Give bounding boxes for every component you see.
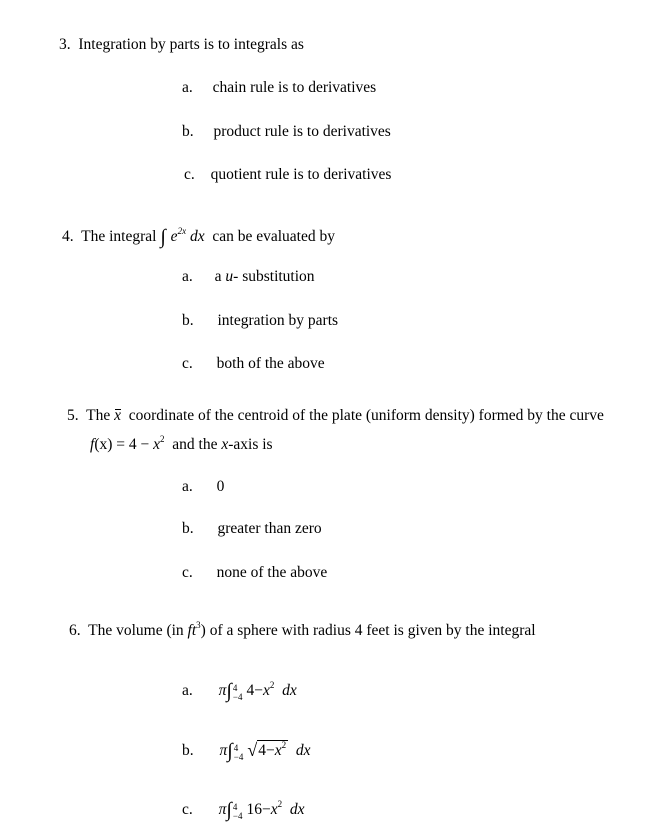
- option-text: quotient rule is to derivatives: [210, 166, 392, 183]
- option-letter: b.: [182, 520, 194, 537]
- option-letter: b.: [182, 123, 194, 140]
- question-5-stem-line1: 5. The x coordinate of the centroid of the plate (uniform density) formed by the curve: [67, 407, 604, 424]
- question-text: Integration by parts is to integrals as: [78, 36, 304, 53]
- question-number: 3.: [59, 36, 71, 53]
- question-number: 4.: [62, 228, 74, 245]
- option-letter: b.: [182, 312, 194, 329]
- question-text-end: can be evaluated by: [212, 228, 335, 245]
- option-letter: a.: [182, 682, 193, 699]
- integrand: e: [170, 228, 178, 245]
- option-3b[interactable]: [182, 124, 391, 140]
- option-math: π∫ 4 −4 $16-x^2$ dx: [218, 799, 305, 822]
- differential: dx: [189, 228, 205, 245]
- option-6a[interactable]: [182, 679, 297, 703]
- option-4c[interactable]: [182, 356, 325, 372]
- option-6c[interactable]: [182, 798, 305, 822]
- exponent: 2x: [177, 226, 187, 236]
- integral-sign: ∫: [227, 740, 233, 762]
- integral-sign: ∫: [226, 680, 232, 702]
- option-text: none of the above: [216, 564, 328, 581]
- option-6b[interactable]: [182, 739, 311, 763]
- option-letter: c.: [182, 564, 193, 581]
- function-name: f: [90, 436, 95, 453]
- question-number: 5.: [67, 407, 79, 424]
- option-letter: c.: [182, 355, 193, 372]
- option-text: integration by parts: [217, 312, 339, 329]
- option-5b[interactable]: [182, 521, 322, 537]
- question-3-stem: [59, 37, 304, 53]
- option-text: greater than zero: [217, 520, 322, 537]
- option-letter: a.: [182, 79, 193, 96]
- option-4a[interactable]: [182, 269, 315, 285]
- question-number: 6.: [69, 622, 81, 639]
- option-4b[interactable]: [182, 313, 338, 329]
- x-bar-symbol: x: [114, 407, 121, 424]
- option-3a[interactable]: [182, 80, 376, 96]
- option-text: 0: [216, 478, 225, 495]
- question-6-stem: 6. The volume (in $ft^3$) of a sphere with radius 4 feet is given by the integral: [69, 620, 536, 639]
- question-text: The integral: [81, 228, 157, 245]
- unit: ft: [187, 622, 197, 639]
- option-5a[interactable]: [182, 479, 224, 495]
- option-letter: b.: [182, 742, 194, 759]
- option-3c[interactable]: [184, 167, 391, 183]
- option-text: both of the above: [216, 355, 325, 372]
- option-letter: c.: [182, 801, 193, 818]
- question-4-stem: [62, 225, 335, 248]
- option-text: product rule is to derivatives: [213, 123, 391, 140]
- option-5c[interactable]: [182, 565, 327, 581]
- option-text: a u- substitution: [214, 268, 315, 285]
- integral-sign: ∫: [226, 799, 232, 821]
- option-letter: a.: [182, 478, 193, 495]
- option-math: π∫ 4 −4 $4-x^2$ dx: [218, 680, 297, 703]
- integral-sign: ∫: [160, 226, 166, 248]
- option-math: π∫ 4 −4 $√4-x^2$ dx: [219, 740, 311, 763]
- square-root: $√4-x^2$: [247, 740, 287, 760]
- option-letter: a.: [182, 268, 193, 285]
- option-letter: c.: [184, 166, 195, 183]
- option-text: chain rule is to derivatives: [212, 79, 377, 96]
- question-5-stem-line2: $f(x) = 4 - x^2$ and the x-axis is: [90, 434, 273, 453]
